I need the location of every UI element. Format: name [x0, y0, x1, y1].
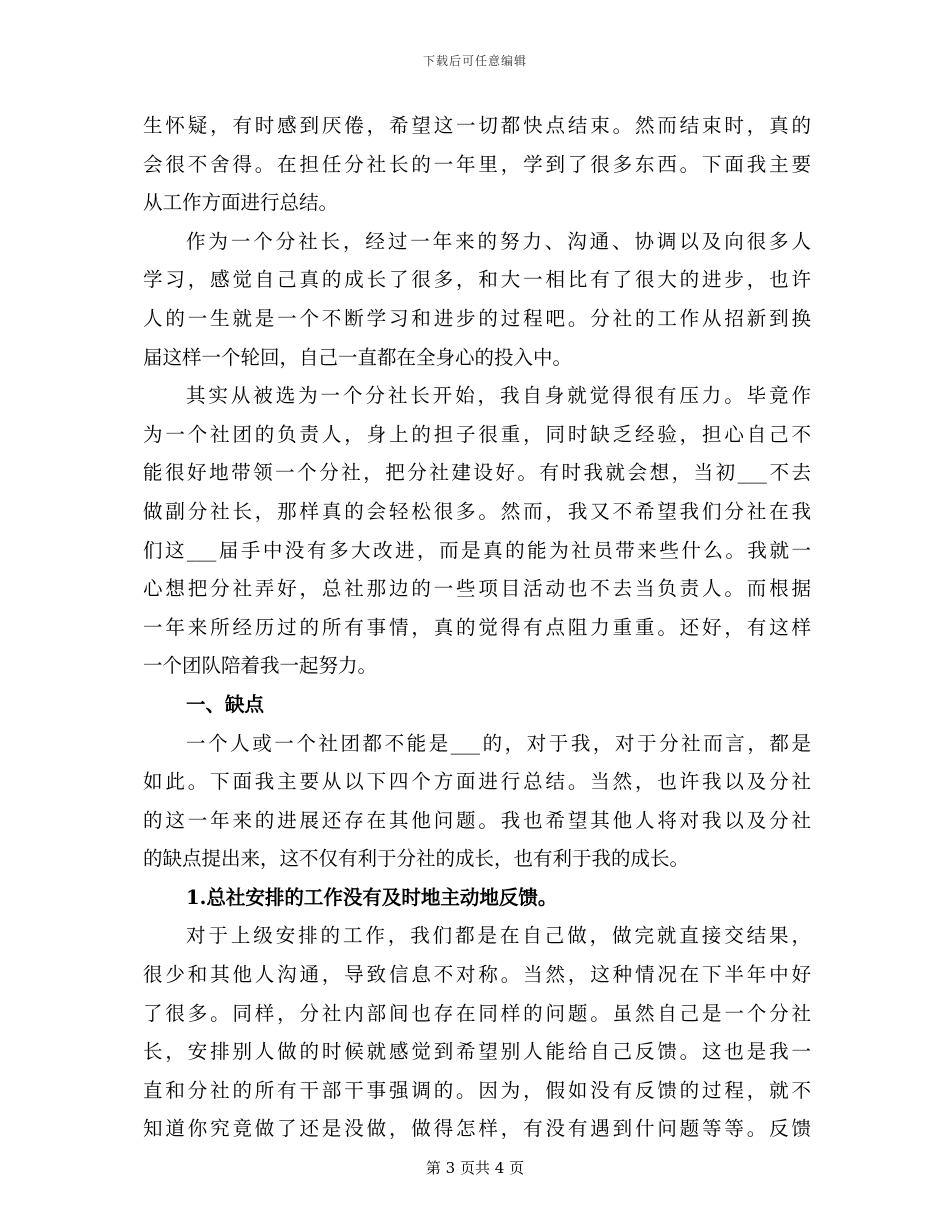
- body-line: 人的一生就是一个不断学习和进步的过程吧。分社的工作从招新到换: [143, 306, 811, 330]
- body-line: 直和分社的所有干部干事强调的。因为，假如没有反馈的过程，就不: [143, 1078, 811, 1102]
- body-line: 为一个社团的负责人，身上的担子很重，同时缺乏经验，担心自己不: [143, 422, 811, 446]
- body-line: 生怀疑，有时感到厌倦，希望这一切都快点结束。然而结束时，真的: [143, 114, 811, 137]
- body-line: 一个团队陪着我一起努力。: [143, 654, 378, 678]
- body-line: 一个人或一个社团都不能是___的，对于我，对于分社而言，都是: [186, 731, 811, 755]
- body-line: 做副分社长，那样真的会轻松很多。然而，我又不希望我们分社在我: [143, 499, 811, 523]
- body-line: 的缺点提出来，这不仅有利于分社的成长，也有利于我的成长。: [143, 847, 690, 871]
- body-line: 如此。下面我主要从以下四个方面进行总结。当然，也许我以及分社: [143, 770, 811, 794]
- page-header-note: 下载后可任意编辑: [422, 54, 527, 68]
- subsection-heading: 1.总社安排的工作没有及时地主动地反馈。: [186, 885, 558, 909]
- body-line: 了很多。同样，分社内部间也存在同样的问题。虽然自己是一个分社: [143, 1001, 811, 1025]
- body-line: 学习，感觉自己真的成长了很多，和大一相比有了很大的进步，也许: [143, 268, 811, 292]
- body-line: 其实从被选为一个分社长开始，我自身就觉得很有压力。毕竟作: [186, 384, 811, 408]
- body-line: 能很好地带领一个分社，把分社建设好。有时我就会想，当初___不去: [143, 461, 811, 485]
- body-line: 从工作方面进行总结。: [143, 191, 339, 215]
- page-number-footer: 第 3 页共 4 页: [425, 1159, 525, 1177]
- body-line: 们这___届手中没有多大改进，而是真的能为社员带来些什么。我就一: [143, 538, 811, 562]
- section-heading: 一、缺点: [186, 692, 265, 716]
- body-line: 很少和其他人沟通，导致信息不对称。当然，这种情况在下半年中好: [143, 963, 811, 987]
- body-line: 届这样一个轮回，自己一直都在全身心的投入中。: [143, 345, 573, 369]
- body-line: 对于上级安排的工作，我们都是在自己做，做完就直接交结果，: [186, 924, 811, 948]
- body-line: 长，安排别人做的时候就感觉到希望别人能给自己反馈。这也是我一: [143, 1040, 811, 1064]
- body-line: 知道你究竟做了还是没做，做得怎样，有没有遇到什问题等等。反馈: [143, 1117, 811, 1141]
- document-body: [143, 107, 811, 1149]
- body-line: 会很不舍得。在担任分社长的一年里，学到了很多东西。下面我主要: [143, 152, 811, 176]
- body-line: 一年来所经历过的所有事情，真的觉得有点阻力重重。还好，有这样: [143, 615, 811, 639]
- body-line: 的这一年来的进展还存在其他问题。我也希望其他人将对我以及分社: [143, 808, 811, 832]
- body-line: 心想把分社弄好，总社那边的一些项目活动也不去当负责人。而根据: [143, 577, 811, 601]
- body-line: 作为一个分社长，经过一年来的努力、沟通、协调以及向很多人: [186, 229, 811, 253]
